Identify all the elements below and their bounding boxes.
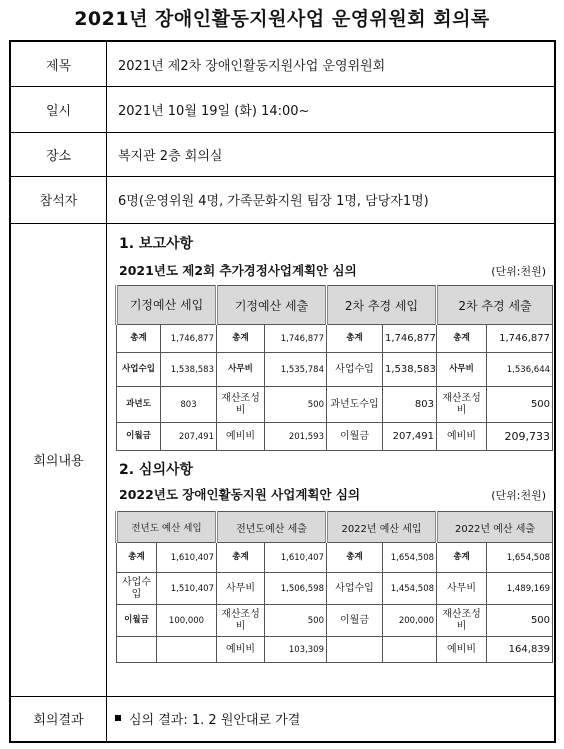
cell: 사업수입 bbox=[117, 353, 161, 387]
row-result bbox=[11, 696, 554, 741]
section2-header-row bbox=[117, 512, 553, 543]
cell: 사무비 bbox=[217, 353, 265, 387]
cell: 총계 bbox=[117, 325, 161, 353]
table-row bbox=[117, 543, 553, 573]
cell bbox=[157, 637, 217, 663]
cell: 과년도수입 bbox=[327, 387, 383, 423]
label-content: 회의내용 bbox=[11, 223, 107, 696]
cell: 재산조성비 bbox=[437, 605, 487, 637]
cell: 사무비 bbox=[437, 353, 487, 387]
cell: 이월금 bbox=[327, 605, 383, 637]
row-content bbox=[11, 223, 554, 697]
row-place bbox=[11, 132, 554, 177]
cell: 사업수입 bbox=[327, 573, 383, 605]
cell: 과년도 bbox=[117, 387, 161, 423]
cell: 1,454,508 bbox=[383, 573, 437, 605]
cell: 1,536,644 bbox=[487, 353, 553, 387]
cell: 1,538,583 bbox=[383, 353, 437, 387]
cell: 이월금 bbox=[117, 605, 157, 637]
cell: 1,610,407 bbox=[265, 543, 327, 573]
square-bullet-icon bbox=[115, 715, 121, 721]
section2-unit: (단위:천원) bbox=[491, 489, 546, 502]
cell: 사업수입 bbox=[117, 573, 157, 605]
cell: 총계 bbox=[327, 543, 383, 573]
result-text: 심의 결과: 1. 2 원안대로 가결 bbox=[129, 713, 301, 728]
content-area bbox=[107, 223, 554, 696]
table-row bbox=[117, 353, 553, 387]
cell: 재산조성비 bbox=[217, 605, 265, 637]
section1-header: 2차 추경 세출 bbox=[437, 286, 553, 325]
cell: 총계 bbox=[117, 543, 157, 573]
cell: 총계 bbox=[437, 543, 487, 573]
cell: 1,746,877 bbox=[265, 325, 327, 353]
value-result bbox=[115, 696, 300, 741]
cell: 803 bbox=[161, 387, 217, 423]
table-row bbox=[117, 573, 553, 605]
section2-header: 2022년 예산 세출 bbox=[437, 512, 553, 543]
table-row bbox=[117, 387, 553, 423]
cell: 예비비 bbox=[437, 423, 487, 451]
value-attendees: 6명(운영위원 4명, 가족문화지원 팀장 1명, 담당자1명) bbox=[118, 194, 429, 209]
table-row bbox=[117, 605, 553, 637]
cell: 201,593 bbox=[265, 423, 327, 451]
cell: 1,746,877 bbox=[161, 325, 217, 353]
table-row bbox=[117, 423, 553, 451]
section1-header: 2차 추경 세입 bbox=[327, 286, 437, 325]
cell: 총계 bbox=[217, 325, 265, 353]
value-datetime: 2021년 10월 19일 (화) 14:00~ bbox=[118, 103, 310, 119]
cell bbox=[383, 637, 437, 663]
value-subject: 2021년 제2차 장애인활동지원사업 운영위원회 bbox=[118, 58, 386, 74]
section2-subheading: 2022년도 장애인활동지원 사업계획안 심의 bbox=[119, 487, 361, 502]
cell: 총계 bbox=[437, 325, 487, 353]
cell: 1,510,407 bbox=[157, 573, 217, 605]
cell: 500 bbox=[487, 605, 553, 637]
cell: 1,535,784 bbox=[265, 353, 327, 387]
label-result: 회의결과 bbox=[11, 696, 107, 741]
section2-budget-table bbox=[115, 511, 553, 663]
row-datetime bbox=[11, 86, 554, 133]
cell: 500 bbox=[265, 605, 327, 637]
cell: 209,733 bbox=[487, 423, 553, 451]
row-subject bbox=[11, 42, 554, 87]
cell: 500 bbox=[487, 387, 553, 423]
cell: 207,491 bbox=[161, 423, 217, 451]
cell: 1,746,877 bbox=[383, 325, 437, 353]
cell: 1,610,407 bbox=[157, 543, 217, 573]
table-row bbox=[117, 637, 553, 663]
section2-header: 전년도 예산 세입 bbox=[117, 512, 217, 543]
cell bbox=[327, 637, 383, 663]
cell: 예비비 bbox=[437, 637, 487, 663]
cell: 103,309 bbox=[265, 637, 327, 663]
cell: 재산조성비 bbox=[217, 387, 265, 423]
cell: 100,000 bbox=[157, 605, 217, 637]
section2-header: 2022년 예산 세입 bbox=[327, 512, 437, 543]
label-subject: 제목 bbox=[11, 42, 107, 86]
cell: 200,000 bbox=[383, 605, 437, 637]
cell bbox=[117, 637, 157, 663]
cell: 총계 bbox=[327, 325, 383, 353]
cell: 이월금 bbox=[327, 423, 383, 451]
cell: 재산조성비 bbox=[437, 387, 487, 423]
cell: 1,489,169 bbox=[487, 573, 553, 605]
section1-unit: (단위:천원) bbox=[491, 265, 546, 278]
section1-subheading: 2021년도 제2회 추가경정사업계획안 심의 bbox=[119, 263, 357, 278]
label-datetime: 일시 bbox=[11, 86, 107, 132]
page-title: 2021년 장애인활동지원사업 운영위원회 회의록 bbox=[74, 8, 490, 30]
cell: 500 bbox=[265, 387, 327, 423]
section2-header: 전년도예산 세출 bbox=[217, 512, 327, 543]
section1-heading: 1. 보고사항 bbox=[119, 236, 194, 252]
cell: 사무비 bbox=[437, 573, 487, 605]
label-attendees: 참석자 bbox=[11, 176, 107, 223]
cell: 1,746,877 bbox=[487, 325, 553, 353]
section1-header-row bbox=[117, 286, 553, 325]
cell: 1,654,508 bbox=[383, 543, 437, 573]
section1-header: 기정예산 세출 bbox=[217, 286, 327, 325]
cell: 164,839 bbox=[487, 637, 553, 663]
table-row bbox=[117, 325, 553, 353]
section2-heading: 2. 심의사항 bbox=[119, 462, 194, 478]
cell: 예비비 bbox=[217, 423, 265, 451]
cell: 이월금 bbox=[117, 423, 161, 451]
label-place: 장소 bbox=[11, 132, 107, 176]
row-attendees bbox=[11, 176, 554, 224]
value-place: 복지관 2층 회의실 bbox=[118, 148, 223, 164]
cell: 1,538,583 bbox=[161, 353, 217, 387]
section1-budget-table bbox=[115, 285, 553, 451]
cell: 사업수입 bbox=[327, 353, 383, 387]
cell: 예비비 bbox=[217, 637, 265, 663]
cell: 1,654,508 bbox=[487, 543, 553, 573]
cell: 207,491 bbox=[383, 423, 437, 451]
minutes-table bbox=[9, 40, 556, 743]
cell: 총계 bbox=[217, 543, 265, 573]
cell: 1,506,598 bbox=[265, 573, 327, 605]
section1-header: 기정예산 세입 bbox=[117, 286, 217, 325]
cell: 803 bbox=[383, 387, 437, 423]
cell: 사무비 bbox=[217, 573, 265, 605]
